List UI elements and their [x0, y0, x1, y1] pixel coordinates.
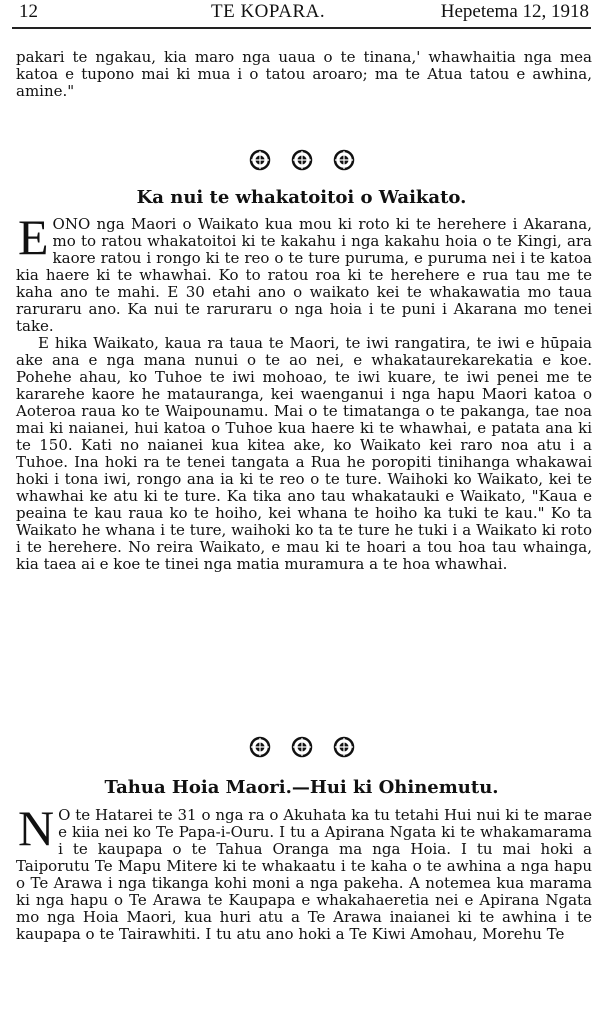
fern-rosette-icon — [249, 736, 271, 758]
article-paragraph: E hika Waikato, kaua ra taua te Maori, te iwi rangatira, te iwi e hūpaia ake ana e nga mana nunui o te ao nei, e whakataurekarekatia e koe. Pohehe ahau, ko Tuhoe te iwi mohoao, te iwi kuare, te iwi penei me te kararehe kaore he matauranga, kei waenganui i nga hapu Maori katoa o Aoteroa raua ko te Waipounamu. Mai o te timatanga o te pakanga, tae noa mai ki naianei, hui katoa o Tuhoe kua haere ki te whawhai, e patata ana ki te 150. Kati no naianei kua kitea ake, ko Waikato kei raro noa atu i a Tuhoe. Ina hoki ra te tenei tangata a Rua he poropiti tinihanga whakawai hoki i tona iwi, rongo ana ia ki te reo o te ture. Waihoki ko Waikato, kei te whawhai ke atu ki te ture. Ka tika ano tau whakatauki e Waikato, "Kaua e peaina te kau raua ko te hoiho, kei whana te hoiho ka tuki te kau." Ko ta Waikato he whana i te ture, waihoki ko ta te ture he tuki i a Waikato ki roto i te herehere. No reira Waikato, e mau ki te hoari a tou hoa tau whainga, kia taea ai e koe te tinei nga matia muramura a te hoa whawhai. — [16, 334, 592, 573]
ornament-row-top — [0, 149, 603, 175]
paragraph-text: ONO nga Maori o Waikato kua mou ki roto ki te herehere i Akarana, mo to ratou whakatoitoi ki te kakahu i nga kakahu hoia o te Kingi, ara kaore ratou i rongo ki te reo o te ture puruma, e puruma nei i te katoa kia haere ki te whawhai. Ko to ratou roa ki te herehere e rua tau me te kaha ano te mahi. E 30 etahi ano o waikato kei te whakawatia mo taua raruraru ano. Ka nui te raruraru o nga hoia i te puni i Akarana mo tenei take. — [16, 215, 592, 335]
drop-cap: N — [18, 800, 55, 856]
article-paragraph — [16, 800, 592, 943]
article-heading-tahua-hoia: Tahua Hoia Maori.—Hui ki Ohinemutu. — [104, 777, 499, 798]
fern-rosette-icon — [291, 736, 313, 758]
ornament-row-bottom — [0, 736, 603, 762]
article-tahua-hoia — [16, 800, 592, 943]
fern-rosette-icon — [291, 149, 313, 171]
fern-rosette-icon — [249, 149, 271, 171]
header-rule — [12, 27, 591, 29]
fern-rosette-icon — [333, 736, 355, 758]
paper-title: TE KOPARA. — [211, 1, 326, 22]
page-number: 12 — [19, 1, 38, 22]
article-paragraph — [16, 209, 592, 335]
article-waikato — [16, 209, 592, 573]
drop-cap: E — [18, 209, 49, 265]
paragraph-text: O te Hatarei te 31 o nga ra o Akuhata ka tu tetahi Hui nui ki te marae e kiia nei ko Te Papa-i-Ouru. I tu a Apirana Ngata ki te whakamarama i te kaupapa o te Tahua Oranga ma nga Hoia. I tu mai hoki a Taiporutu Te Mapu Mitere ki te whakaatu i te kaha o te awhina a nga hapu o Te Arawa i nga tikanga kohi moni a nga pakeha. A notemea kua marama ki nga hapu o Te Arawa te Kaupapa e whakahaeretia nei e Apirana Ngata mo nga Hoia Maori, kua huri atu a Te Arawa inaianei ki te awhina i te kaupapa o te Tairawhiti. I tu atu ano hoki a Te Kiwi Amohau, Morehu Te — [16, 806, 592, 943]
carry-over-paragraph: pakari te ngakau, kia maro nga uaua o te tinana,' whawhaitia nga mea katoa e tupono mai ki mua i o tatou aroaro; ma te Atua tatou e awhina, amine." — [16, 48, 592, 100]
article-heading-waikato: Ka nui te whakatoitoi o Waikato. — [136, 187, 467, 208]
running-head — [0, 0, 603, 24]
issue-date: Hepetema 12, 1918 — [440, 1, 589, 22]
fern-rosette-icon — [333, 149, 355, 171]
